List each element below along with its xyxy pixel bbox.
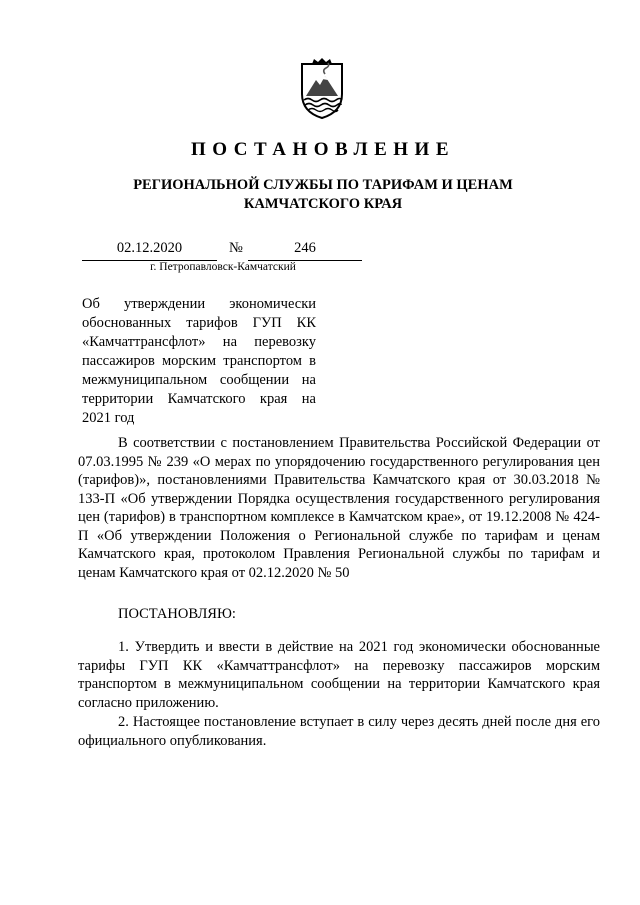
document-title: ПОСТАНОВЛЕНИЕ <box>190 139 456 160</box>
city-label: г. Петропавловск-Камчатский <box>150 261 296 273</box>
decree-heading: ПОСТАНОВЛЯЮ: <box>118 606 236 622</box>
issuing-authority <box>100 176 546 214</box>
number-sign: № <box>229 240 243 256</box>
document-subject <box>82 295 316 428</box>
item-1-paragraph: 1. Утвердить и ввести в действие на 2021 год экономически обоснованные тарифы ГУП КК «Камчаттрансфлот» на перевозку пассажиров морским транспортом в межмуниципальном сообщении на территории Камчатского края согласно приложению. <box>78 639 600 711</box>
preamble-paragraph: В соответствии с постановлением Правительства Российской Федерации от 07.03.1995 № 239 «О мерах по упорядочению государственного регулирования цен (тарифов)», постановлениями Правительства Камчатского края от 30.03.2018 № 133-П «Об утверждении Порядка осуществления государственного регулирования цен (тарифов) в транспортном комплексе в Камчатском крае», от 19.12.2008 № 424-П «Об утверждении Положения о Региональной службе по тарифам и ценам Камчатского края, протоколом Правления Региональной службы по тарифам и ценам Камчатского края от 02.12.2020 № 50 <box>78 435 600 581</box>
document-number: 246 <box>248 240 362 261</box>
document-date: 02.12.2020 <box>82 240 217 261</box>
authority-line-1: РЕГИОНАЛЬНОЙ СЛУЖБЫ ПО ТАРИФАМ И ЦЕНАМ <box>133 177 513 193</box>
coat-of-arms-icon <box>299 58 345 120</box>
subject-last-line: 2021 год <box>82 410 135 426</box>
authority-line-2: КАМЧАТСКОГО КРАЯ <box>243 196 403 212</box>
subject-text: Об утверждении экономически обоснованных тарифов ГУП КК «Камчаттрансфлот» на перевозку пассажиров морским транспортом в межмуниципальном сообщении на территории Камчатского края на <box>82 296 316 407</box>
item-2-paragraph: 2. Настоящее постановление вступает в силу через десять дней после дня его официального опубликования. <box>78 714 600 749</box>
